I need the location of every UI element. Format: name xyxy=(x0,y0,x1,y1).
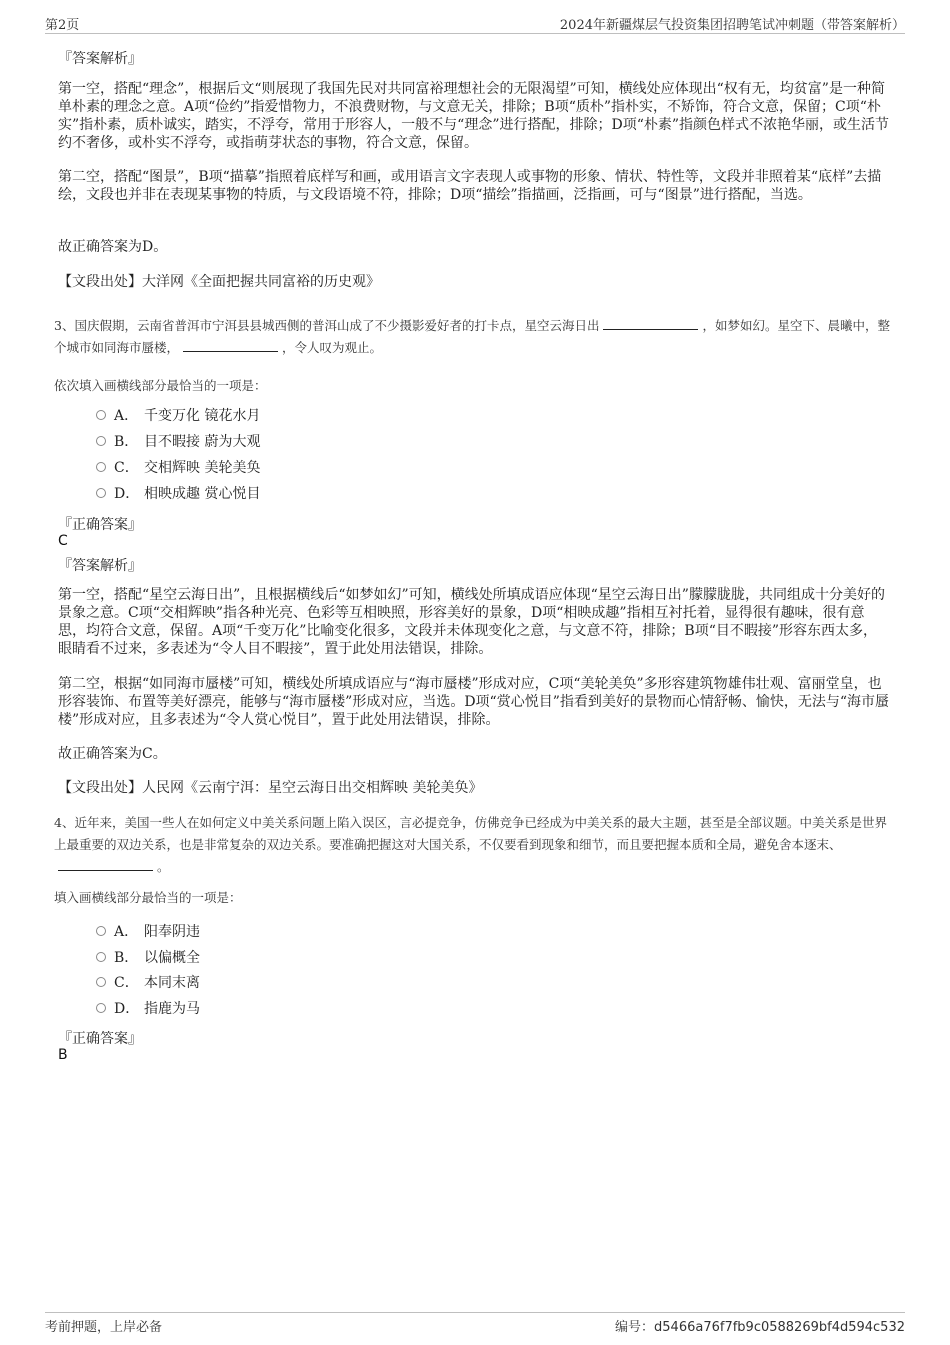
option-a[interactable]: A． 千变万化 镜花水月 xyxy=(96,406,260,426)
page-number: 第2页 xyxy=(45,18,80,33)
correct-answer-value: B xyxy=(58,1047,68,1063)
footer-slogan: 考前押题，上岸必备 xyxy=(45,1320,163,1335)
analysis-paragraph: 第二空，搭配“图景”，B项“描摹”指照着底样写和画，或用语言文字表现人或事物的形象、情状、特性等，文段并非照着某“底样”去描绘，文段也并非在表现某事物的特质，与文段语境不符，排除；D项“描绘”指描画，泛指画，可与“图景”进行搭配，当选。 xyxy=(58,169,882,203)
option-a[interactable]: A． 阳奉阴违 xyxy=(96,922,200,942)
fill-blank xyxy=(183,340,278,352)
page-footer xyxy=(45,1312,905,1334)
question-3-prompt: 依次填入画横线部分最恰当的一项是： xyxy=(54,378,267,393)
document-code: 编号：d5466a76f7fb9c0588269bf4d594c532 xyxy=(615,1320,905,1335)
correct-answer-label: 『正确答案』 xyxy=(58,517,142,533)
option-d[interactable]: D． 指鹿为马 xyxy=(96,999,200,1019)
answer-conclusion: 故正确答案为C。 xyxy=(58,746,167,762)
radio-icon[interactable] xyxy=(96,926,106,936)
radio-icon[interactable] xyxy=(96,977,106,987)
analysis-paragraph: 第一空，搭配“星空云海日出”，且根据横线后“如梦如幻”可知，横线处所填成语应体现“星空云海日出”朦朦胧胧，共同组成十分美好的景象之意。C项“交相辉映”指各种光亮、色彩等互相映照，形容美好的景象，D项“相映成趣”指相互衬托着，显得很有趣味，很有意思，均符合文意，保留。A项“千变万化”比喻变化很多，文段并未体现变化之意，与文意不符，排除；B项“目不暇接”形容东西太多，眼睛看不过来，多表述为“令人目不暇接”，置于此处用法错误，排除。 xyxy=(58,587,885,657)
fill-blank xyxy=(58,859,153,871)
option-c[interactable]: C． 交相辉映 美轮美奂 xyxy=(96,458,260,478)
source-citation: 【文段出处】人民网《云南宁洱：星空云海日出交相辉映 美轮美奂》 xyxy=(58,780,483,796)
option-c[interactable]: C． 本同末离 xyxy=(96,973,200,993)
radio-icon[interactable] xyxy=(96,410,106,420)
radio-icon[interactable] xyxy=(96,488,106,498)
option-d[interactable]: D． 相映成趣 赏心悦目 xyxy=(96,484,260,504)
analysis-label: 『答案解析』 xyxy=(58,51,142,67)
correct-answer-value: C xyxy=(58,533,68,549)
radio-icon[interactable] xyxy=(96,436,106,446)
document-title: 2024年新疆煤层气投资集团招聘笔试冲刺题（带答案解析） xyxy=(559,18,905,33)
question-3-stem: 3、国庆假期，云南省普洱市宁洱县县城西侧的普洱山成了不少摄影爱好者的打卡点，星空云海日出 ，如梦如幻。星空下、晨曦中，整个城市如同海市蜃楼， ，令人叹为观止。 xyxy=(54,318,890,355)
source-citation: 【文段出处】大洋网《全面把握共同富裕的历史观》 xyxy=(58,274,380,290)
radio-icon[interactable] xyxy=(96,462,106,472)
analysis-label: 『答案解析』 xyxy=(58,558,142,574)
question-4-stem: 4、近年来，美国一些人在如何定义中美关系问题上陷入误区，言必提竞争，仿佛竞争已经成为中美关系的最大主题，甚至是全部议题。中美关系是世界上最重要的双边关系，也是非常复杂的双边关系。要准确把握这对大国关系，不仅要看到现象和细节，而且要把握本质和全局，避免舍本逐末、。 xyxy=(54,815,887,874)
correct-answer-label: 『正确答案』 xyxy=(58,1031,142,1047)
option-b[interactable]: B． 目不暇接 蔚为大观 xyxy=(96,432,260,452)
fill-blank xyxy=(603,318,698,330)
analysis-paragraph: 第一空，搭配“理念”，根据后文“则展现了我国先民对共同富裕理想社会的无限渴望”可知，横线处应体现出“权有无，均贫富”是一种简单朴素的理念之意。A项“俭约”指爱惜物力，不浪费财物，与文意无关，排除；B项“质朴”指朴实，不矫饰，符合文意，保留；C项“朴实”指朴素，质朴诚实，踏实，不浮夸，常用于形容人，一般不与“理念”进行搭配，排除；D项“朴素”指颜色样式不浓艳华丽，或生活节约不奢侈，或朴实不浮夸，或指萌芽状态的事物，符合文意，保留。 xyxy=(58,81,890,151)
option-b[interactable]: B． 以偏概全 xyxy=(96,948,200,968)
radio-icon[interactable] xyxy=(96,1003,106,1013)
radio-icon[interactable] xyxy=(96,952,106,962)
question-4-prompt: 填入画横线部分最恰当的一项是： xyxy=(54,890,242,905)
answer-conclusion: 故正确答案为D。 xyxy=(58,239,168,255)
analysis-paragraph: 第二空，根据“如同海市蜃楼”可知，横线处所填成语应与“海市蜃楼”形成对应，C项“美轮美奂”多形容建筑物雄伟壮观、富丽堂皇，也形容装饰、布置等美好漂亮，能够与“海市蜃楼”形成对应，当选。D项“赏心悦目”指看到美好的景物而心情舒畅、愉快，无法与“海市蜃楼”形成对应，且多表述为“令人赏心悦目”，置于此处用法错误，排除。 xyxy=(58,676,890,728)
page-header xyxy=(45,14,905,34)
